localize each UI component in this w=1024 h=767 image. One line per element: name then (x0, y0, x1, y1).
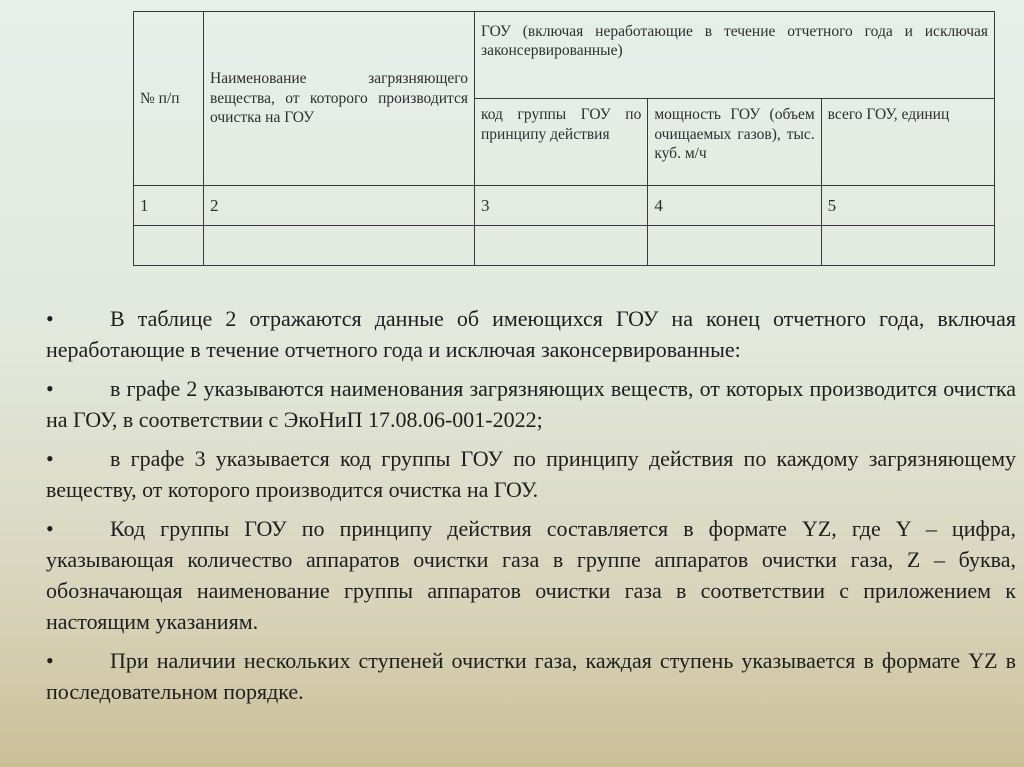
column-index-3: 3 (475, 185, 648, 225)
header-total-gou: всего ГОУ, единиц (821, 99, 994, 185)
bullet-text: В таблице 2 отражаются данные об имеющихся ГОУ на конец отчетного года, включая неработающие в течение отчетного года и исключая законсервированные: (46, 306, 1016, 362)
column-index-1: 1 (134, 185, 204, 225)
header-group-code: код группы ГОУ по принципу действия (475, 99, 648, 185)
bullet-list (46, 303, 1016, 715)
table-row (134, 185, 995, 225)
list-item (46, 645, 1016, 707)
bullet-marker: • (46, 306, 54, 331)
table-row-empty (134, 225, 995, 265)
gou-table (133, 11, 995, 266)
bullet-marker: • (46, 376, 54, 401)
bullet-marker: • (46, 516, 54, 541)
bullet-marker: • (46, 648, 54, 673)
header-gou-power: мощность ГОУ (объем очищаемых газов), тыс. куб. м/ч (648, 99, 821, 185)
empty-cell (475, 225, 648, 265)
header-num: № п/п (134, 12, 204, 186)
column-index-2: 2 (204, 185, 475, 225)
empty-cell (821, 225, 994, 265)
table-header-row (134, 12, 995, 99)
bullet-text: в графе 2 указываются наименования загрязняющих веществ, от которых производится очистка на ГОУ, в соответствии с ЭкоНиП 17.08.06-001-2022; (46, 376, 1016, 432)
list-item (46, 373, 1016, 435)
empty-cell (204, 225, 475, 265)
header-gou: ГОУ (включая неработающие в течение отчетного года и исключая законсервированные) (475, 12, 995, 99)
column-index-5: 5 (821, 185, 994, 225)
list-item (46, 443, 1016, 505)
list-item (46, 513, 1016, 637)
bullet-text: в графе 3 указывается код группы ГОУ по принципу действия по каждому загрязняющему веществу, от которого производится очистка на ГОУ. (46, 446, 1016, 502)
bullet-text: При наличии нескольких ступеней очистки газа, каждая ступень указывается в формате YZ в последовательном порядке. (46, 648, 1016, 704)
list-item (46, 303, 1016, 365)
bullet-text: Код группы ГОУ по принципу действия составляется в формате YZ, где Y – цифра, указывающая количество аппаратов очистки газа в группе аппаратов очистки газа, Z – буква, обозначающая наименование группы аппаратов очистки газа в соответствии с приложением к настоящим указаниям. (46, 516, 1016, 634)
bullet-marker: • (46, 446, 54, 471)
column-index-4: 4 (648, 185, 821, 225)
header-pollutant-name: Наименование загрязняющего вещества, от которого производится очистка на ГОУ (204, 12, 475, 186)
empty-cell (648, 225, 821, 265)
empty-cell (134, 225, 204, 265)
